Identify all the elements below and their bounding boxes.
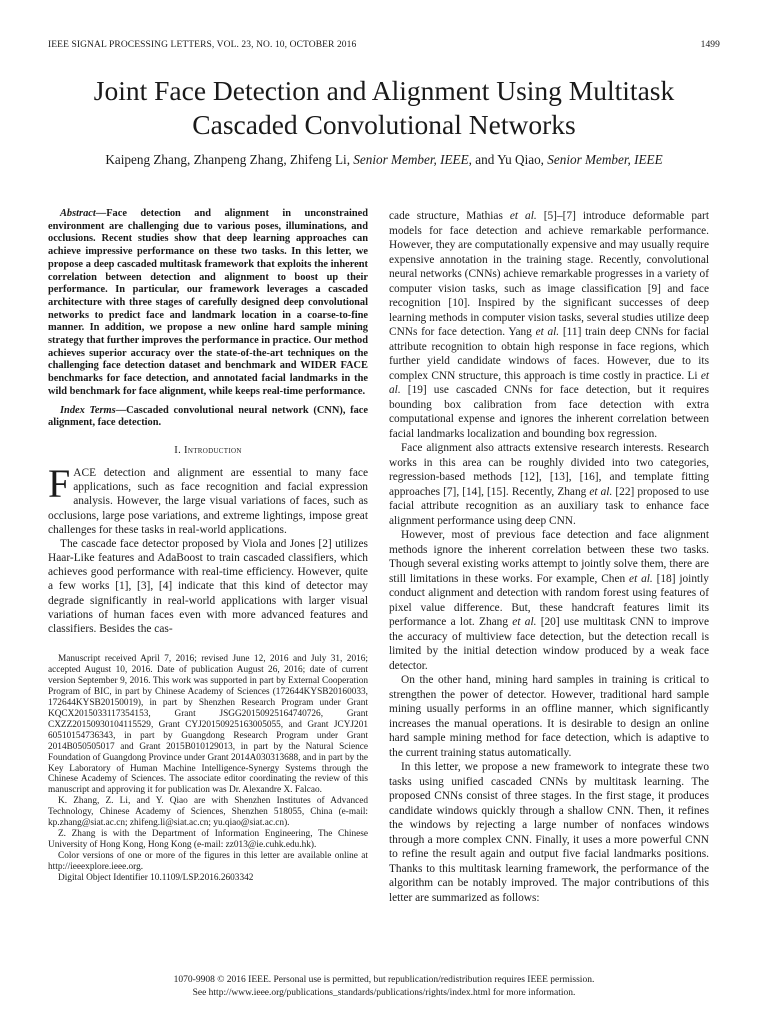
et-al: et al.	[509, 210, 537, 222]
abstract	[48, 208, 368, 399]
et-al: et al.	[535, 326, 560, 338]
authors-names-b: , and Yu Qiao,	[468, 152, 548, 167]
left-column	[48, 208, 368, 884]
footnote-manuscript: Manuscript received April 7, 2016; revised June 12, 2016 and July 31, 2016; accepted August 10, 2016. Date of publication August 26, 2016; date of current version September 9, 2016. This work was supported in part by External Cooperation Program of BIC, in part by Chinese Academy of Sciences (172644KYSB20160033, 172644KYSB20150019), in part by Shenzhen Research Program under Grant KQCX2015033117354153, Grant JSGG20150925164740726, Grant CXZZ20150930104115529, Grant CYJ20150925163005055, and Grant JCYJ201 60510154736343, in part by Guangdong Research Program under Grant 2014B050505017 and Grant 2015B010129013, in part by the Natural Science Foundation of Guangdong Province under Grant 2014A030313688, and in part by the Key Laboratory of Human Machine Intelligence-Synergy Systems through the Chinese Academy of Sciences. The associate editor coordinating the review of this manuscript and approving it for publication was Dr. Alexandre X. Falcao.	[48, 653, 368, 796]
et-al: et al.	[512, 616, 537, 628]
page-footer	[40, 974, 728, 999]
intro-paragraph-1	[48, 461, 368, 537]
index-terms-text: —Cascaded convolutional neural network (CNN), face alignment, face detection.	[48, 404, 368, 429]
author-role-b: Senior Member, IEEE	[547, 152, 663, 167]
text-run: Face alignment also attracts extensive research interests. Research works in this area can be roughly divided into two categories, regression-based methods [12], [13], [16], and template fitting approaches [7], [14], [15]. Recently, Zhang	[389, 442, 709, 498]
footnote-affiliation-1: K. Zhang, Z. Li, and Y. Qiao are with Shenzhen Institutes of Advanced Technology, Chinese Academy of Sciences, Shenzhen 518055, China (e-mail: kp.zhang@siat.ac.cn; zhifeng.li@siat.ac.cn; yu.qiao@siat.ac.cn).	[48, 796, 368, 829]
paper-title	[40, 74, 728, 142]
text-run: [19] use cascaded CNNs for face detection, but it requires bounding box calibration from face detection with extra computational expense and ignores the inherent correlation between facial landmarks localization and bounding box regression.	[389, 384, 709, 440]
right-paragraph-4: On the other hand, mining hard samples in training is critical to strengthen the power of detector. However, traditional hard sample mining usually performs in an offline manner, which significantly increases the manual operations. It is desirable to design an online hard sample mining method for face detection, which is adaptive to the current training status automatically.	[389, 674, 709, 759]
text-run: [18] jointly conduct alignment and detection with random forest using features of pixel value difference. But, these handcraft features limit its performance a lot. Zhang	[389, 572, 709, 628]
text-run: [5]–[7] introduce deformable part models for face detection and achieve remarkable performance. However, they are computationally expensive and may usually require expensive annotation in the training stage. Recently, convolutional neural networks (CNNs) achieve remarkable progresses in a variety of computer vision tasks, such as image classification [9] and face recognition [10]. Inspired by the significant successes of deep learning methods in computer vision tasks, several studies utilize deep CNNs for face detection. Yang	[389, 210, 709, 338]
authors-names-a: Kaipeng Zhang, Zhanpeng Zhang, Zhifeng Li,	[105, 152, 354, 167]
intro-p1-text: ACE detection and alignment are essential to many face applications, such as face recognition and facial expression analysis. However, the large visual variations of faces, such as occlusions, large pose variations, and extreme lightings, impose great challenges for these tasks in real-world applications.	[48, 467, 368, 536]
title-line-2: Cascaded Convolutional Networks	[192, 109, 576, 140]
abstract-lead: Abstract	[60, 208, 96, 219]
text-run: [22] proposed to use facial attribute recognition as an auxiliary task to enhance face alignment performance using deep CNN.	[389, 485, 710, 527]
text-run: However, most of previous face detection and face alignment methods ignore the inherent correlation between these two tasks. Though several existing works attempt to jointly solve them, there are still limitations in these works. For example, Chen	[389, 529, 709, 585]
right-paragraph-1	[389, 209, 709, 441]
text-run: [20] use multitask CNN to improve the accuracy of multiview face detection, but the detection recall is limited by the initial detection window produced by a weak face detector.	[389, 616, 709, 672]
footnotes	[48, 654, 368, 884]
author-role-a: Senior Member, IEEE	[353, 152, 469, 167]
footnote-doi: Digital Object Identifier 10.1109/LSP.2016.2603342	[58, 873, 254, 884]
journal-name: IEEE SIGNAL PROCESSING LETTERS, VOL. 23, NO. 10, OCTOBER 2016	[48, 40, 357, 50]
intro-paragraph-2: The cascade face detector proposed by Viola and Jones [2] utilizes Haar-Like features and AdaBoost to train cascaded classifiers, which achieves good performance with real-time efficiency. However, quite a few works [1], [3], [4] indicate that this kind of detector may degrade significantly in real-world applications with larger visual variations of human faces even with more advanced features and classifiers. Besides the cas-	[48, 537, 368, 635]
title-line-1: Joint Face Detection and Alignment Using Multitask	[93, 75, 675, 106]
right-paragraph-5: In this letter, we propose a new framework to integrate these two tasks using unified cascaded CNNs by multitask learning. The proposed CNNs consist of three stages. In the first stage, it produces candidate windows quickly through a shallow CNN. Then, it refines the windows by rejecting a large number of nonfaces windows through a more complex CNN. Finally, it uses a more powerful CNN to refine the result again and output five facial landmarks positions. Thanks to this multitask learning framework, the performance of the algorithm can be notably improved. The major contributions of this letter are summarized as follows:	[389, 761, 709, 904]
author-list	[40, 152, 728, 168]
section-title: Introduction	[184, 444, 242, 456]
section-number: I.	[174, 444, 185, 456]
footnote-affiliation-2: Z. Zhang is with the Department of Information Engineering, The Chinese University of Hong Kong, Hong Kong (e-mail: zz013@ie.cuhk.edu.hk).	[48, 829, 368, 851]
right-paragraph-3	[389, 528, 709, 673]
et-al: et al.	[629, 572, 653, 585]
right-column	[389, 209, 709, 905]
index-terms	[48, 405, 368, 430]
drop-cap: F	[48, 461, 71, 507]
et-al: et al.	[389, 369, 709, 396]
abstract-text: —Face detection and alignment in unconstrained environment are challenging due to various poses, illuminations, and occlusions. Recent studies show that deep learning approaches can achieve impressive performance on these two tasks. In this letter, we propose a deep cascaded multitask framework that exploits the inherent correlation between detection and alignment to boost up their performance. In particular, our framework leverages a cascaded architecture with three stages of carefully designed deep convolutional networks to predict face and landmark location in a coarse-to-fine manner. In addition, we propose a new online hard sample mining strategy that further improves the performance in practice. Our method achieves superior accuracy over the state-of-the-art techniques on the challenging face detection dataset and benchmark and WIDER FACE benchmarks for face detection, and annotated facial landmarks in the wild benchmark for face alignment, while keeps real-time performance.	[48, 208, 368, 397]
footer-copyright: 1070-9908 © 2016 IEEE. Personal use is permitted, but republication/redistribution requires IEEE permission.	[173, 975, 595, 985]
page-number: 1499	[700, 40, 720, 50]
text-run: cade structure, Mathias	[389, 210, 510, 222]
index-terms-lead: Index Terms	[60, 404, 116, 416]
footer-rights-link[interactable]: See http://www.ieee.org/publications_standards/publications/rights/index.html for more information.	[192, 987, 576, 998]
section-heading-introduction	[48, 444, 368, 458]
text-run: [11] train deep CNNs for facial attribute recognition to obtain high response in face regions, which further yield candidate windows of faces. However, due to its complex CNN structure, this approach is time costly in practice. Li	[389, 326, 709, 382]
right-paragraph-2	[389, 441, 709, 528]
running-head	[48, 40, 720, 54]
footnote-color: Color versions of one or more of the figures in this letter are available online at http://ieeexplore.ieee.org.	[48, 851, 368, 873]
et-al: et al.	[589, 485, 613, 498]
